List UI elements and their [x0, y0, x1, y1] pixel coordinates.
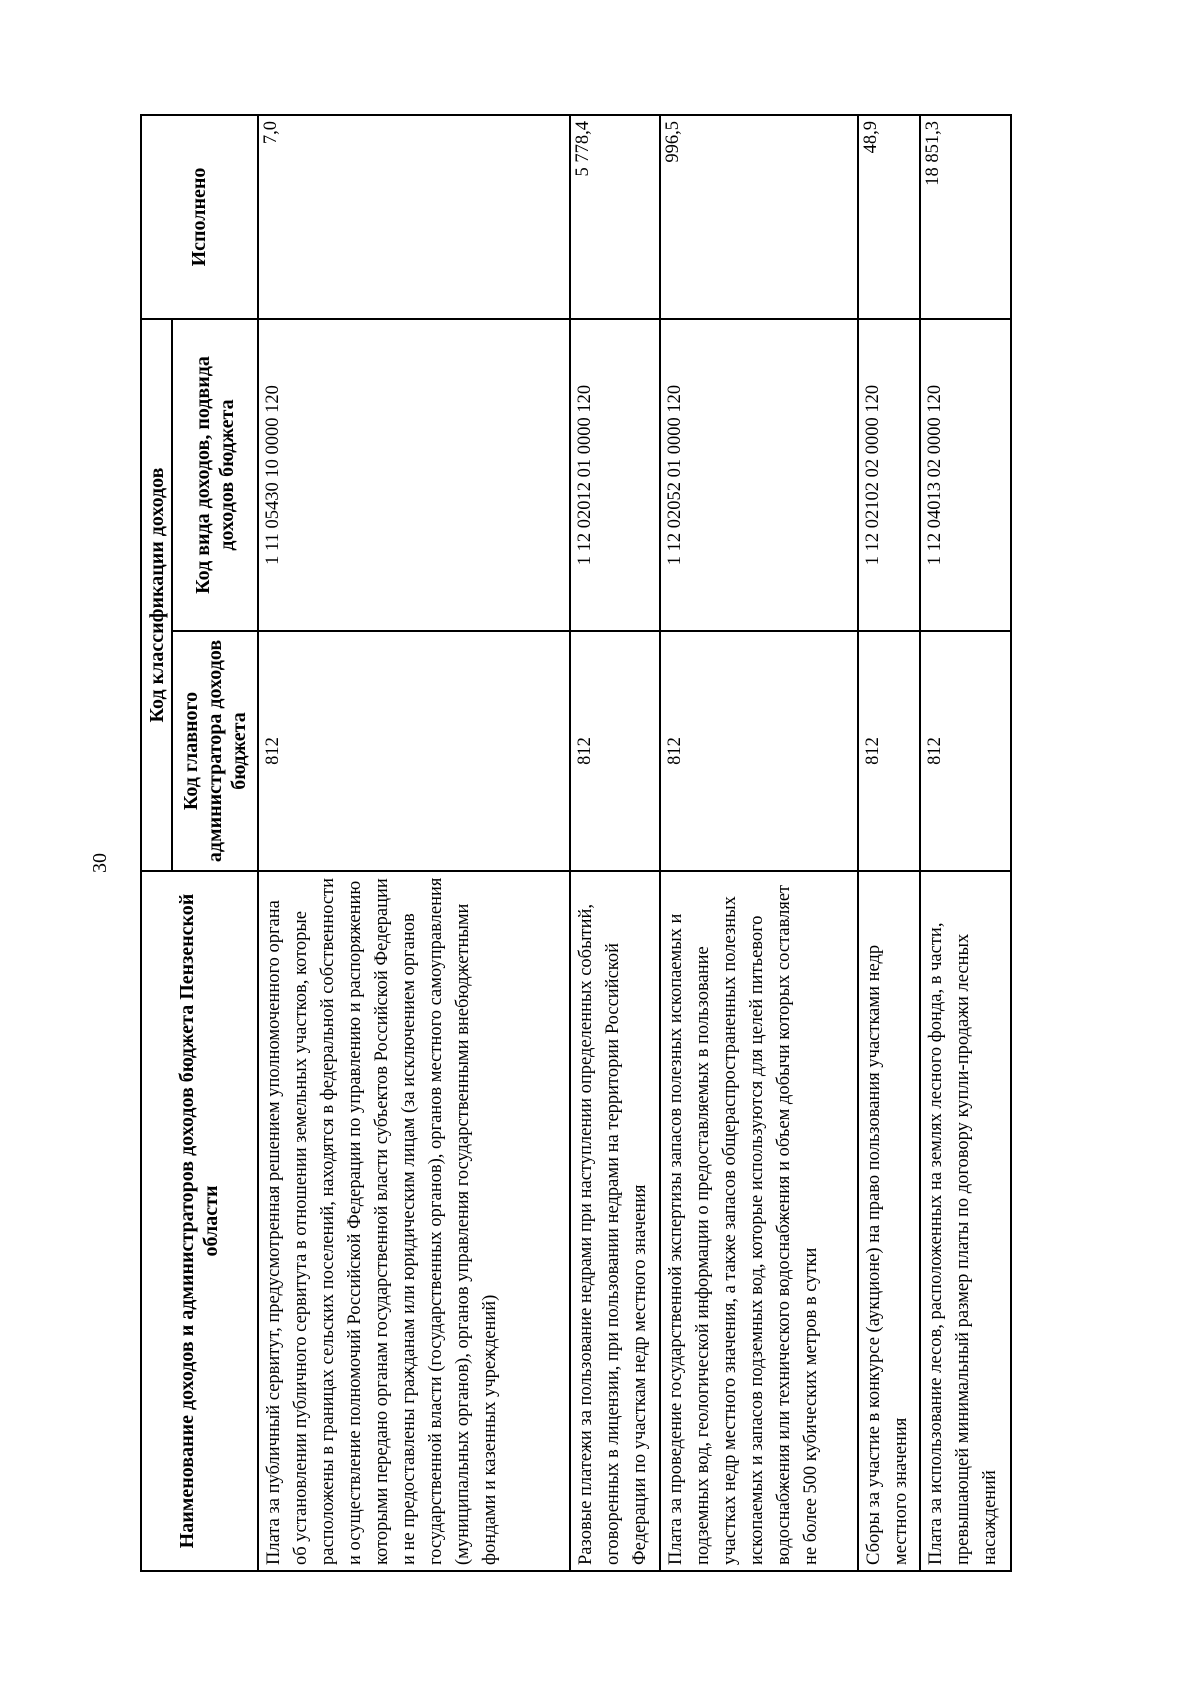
header-executed: Исполнено	[141, 115, 258, 319]
revenue-table-rotated	[140, 116, 1012, 1572]
header-classification-group: Код классификации доходов	[141, 319, 172, 871]
row-admin-code: 812	[570, 631, 661, 871]
table-row	[920, 115, 1011, 1571]
row-type-code: 1 12 02052 01 0000 120	[660, 319, 858, 631]
row-name: Разовые платежи за пользование недрами при наступлении определенных событий, оговоренных в лицензии, при пользовании недрами на территории Российской Федерации по участкам недр местного значения	[570, 871, 661, 1571]
header-admin-code: Код главного администратора доходов бюджета	[172, 631, 257, 871]
row-type-code: 1 11 05430 10 0000 120	[258, 319, 570, 631]
row-executed: 48,9	[858, 115, 920, 319]
row-admin-code: 812	[660, 631, 858, 871]
page-number: 30	[89, 853, 111, 873]
row-name: Плата за использование лесов, расположенных на землях лесного фонда, в части, превышающей минимальный размер платы по договору купли-продажи лесных насаждений	[920, 871, 1011, 1571]
table-row	[258, 115, 570, 1571]
row-type-code: 1 12 02012 01 0000 120	[570, 319, 661, 631]
row-executed: 18 851,3	[920, 115, 1011, 319]
revenue-table	[140, 114, 1012, 1572]
row-admin-code: 812	[920, 631, 1011, 871]
header-name: Наименование доходов и администраторов доходов бюджета Пензенской области	[141, 871, 258, 1571]
table-row	[858, 115, 920, 1571]
row-executed: 996,5	[660, 115, 858, 319]
row-executed: 7,0	[258, 115, 570, 319]
row-type-code: 1 12 04013 02 0000 120	[920, 319, 1011, 631]
row-name: Плата за проведение государственной экспертизы запасов полезных ископаемых и подземных вод, геологической информации о предоставляемых в пользование участках недр местного значения, а также запасов общераспространенных полезных ископаемых и запасов подземных вод, которые используются для целей питьевого водоснабжения или технического водоснабжения и объем добычи которых составляет не более 500 кубических метров в сутки	[660, 871, 858, 1571]
row-name: Сборы за участие в конкурсе (аукционе) на право пользования участками недр местного значения	[858, 871, 920, 1571]
row-name: Плата за публичный сервитут, предусмотренная решением уполномоченного органа об установлении публичного сервитута в отношении земельных участков, которые расположены в границах сельских поселений, находятся в федеральной собственности и осуществление полномочий Российской Федерации по управлению и распоряжению которыми передано органам государственной власти субъектов Российской Федерации и не предоставлены гражданам или юридическим лицам (за исключением органов государственной власти (государственных органов), органов местного самоуправления (муниципальных органов), органов управления государственными внебюджетными фондами и казенных учреждений)	[258, 871, 570, 1571]
row-executed: 5 778,4	[570, 115, 661, 319]
row-type-code: 1 12 02102 02 0000 120	[858, 319, 920, 631]
row-admin-code: 812	[258, 631, 570, 871]
row-admin-code: 812	[858, 631, 920, 871]
header-type-code: Код вида доходов, подвида доходов бюджета	[172, 319, 257, 631]
table-row	[570, 115, 661, 1571]
table-row	[660, 115, 858, 1571]
